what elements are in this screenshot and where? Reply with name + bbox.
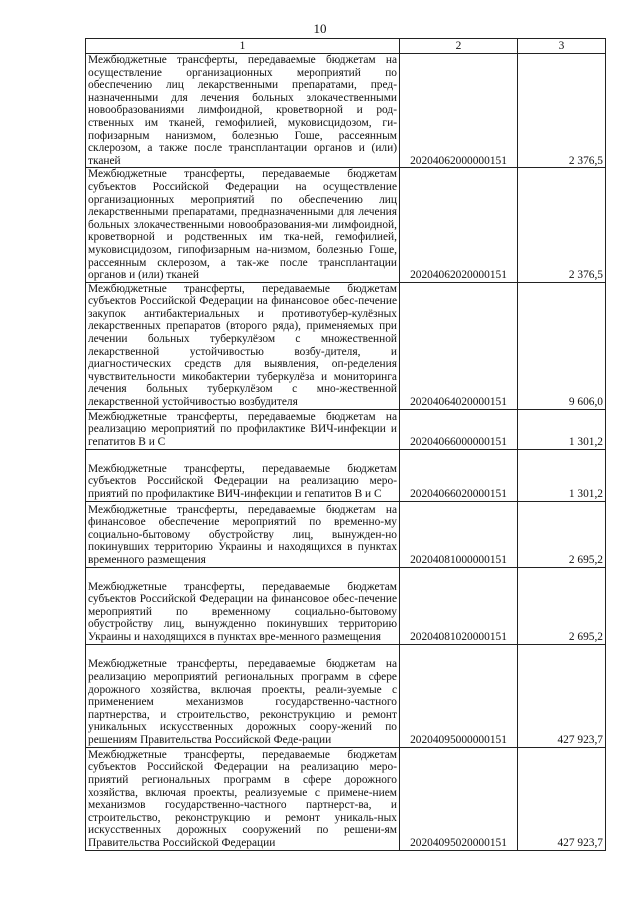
row-amount: 2 376,5 (518, 168, 606, 282)
row-code: 20204062000000151 (400, 54, 518, 168)
row-amount: 2 376,5 (518, 54, 606, 168)
row-description: Межбюджетные трансферты, передаваемые бюджетам субъектов Российской Федерации на реализацию меро-приятий по профилактике ВИЧ-инфекции и гепатитов В и С (86, 449, 400, 501)
row-code: 20204081020000151 (400, 567, 518, 644)
column-header-description: 1 (86, 39, 400, 54)
row-amount: 427 923,7 (518, 644, 606, 747)
row-code: 20204066020000151 (400, 449, 518, 501)
table-row (86, 282, 606, 409)
row-amount: 2 695,2 (518, 501, 606, 567)
row-description: Межбюджетные трансферты, передаваемые бюджетам на реализацию мероприятий по профилактике ВИЧ-инфекции и гепатитов В и С (86, 409, 400, 449)
table-header-row (86, 39, 606, 54)
row-description: Межбюджетные трансферты, передаваемые бюджетам субъектов Российской Федерации на осуществление организационных мероприятий по обеспечению лиц лекарственными препаратами, предназначенными для лечения больных злокачественными новообразования-ми лимфоидной, кроветворной и родственных им тка-ней, гемофилией, муковисцидозом, гипофизарным на-низмом, болезнью Гоше, рассеянным склерозом, а так-же после трансплантации органов и (или) тканей (86, 168, 400, 282)
table-row (86, 168, 606, 282)
row-description: Межбюджетные трансферты, передаваемые бюджетам субъектов Российской Федерации на финансовое обес-печение закупок антибактериальных и противотубер-кулёзных лекарственных препаратов (второго ряда), применяемых при лечении больных туберкулёзом с множественной лекарственной устойчивостью возбу-дителя, и диагностических средств для выявления, оп-ределения чувствительности микобактерии туберкулёза и мониторинга лечения больных туберкулёзом с мно-жественной лекарственной устойчивостью возбудителя (86, 282, 400, 409)
table-row (86, 409, 606, 449)
table-row (86, 449, 606, 501)
row-description: Межбюджетные трансферты, передаваемые бюджетам на осуществление организационных мероприятий по обеспечению лиц лекарственными препаратами, пред-назначенными для лечения больных злокачественными новообразованиями лимфоидной, кроветворной и род-ственных им тканей, гемофилией, муковисцидозом, ги-пофизарным нанизмом, болезнью Гоше, рассеянным склерозом, а также после трансплантации органов и (или) тканей (86, 54, 400, 168)
row-code: 20204081000000151 (400, 501, 518, 567)
table-row (86, 501, 606, 567)
row-amount: 2 695,2 (518, 567, 606, 644)
row-description: Межбюджетные трансферты, передаваемые бюджетам субъектов Российской Федерации на финансовое обес-печение мероприятий по временному социально-бытовому обустройству лиц, вынужденно покинувших территорию Украины и находящихся в пунктах вре-менного размещения (86, 567, 400, 644)
row-description: Межбюджетные трансферты, передаваемые бюджетам на реализацию мероприятий региональных программ в сфере дорожного хозяйства, включая проекты, реали-зуемые с применением механизмов государственно-частного партнерства, и строительство, реконструкцию и ремонт уникальных искусственных дорожных соору-жений по решениям Правительства Российской Феде-рации (86, 644, 400, 747)
row-code: 20204095020000151 (400, 747, 518, 850)
budget-transfers-table (85, 38, 606, 851)
table-row (86, 747, 606, 850)
row-amount: 1 301,2 (518, 409, 606, 449)
row-amount: 9 606,0 (518, 282, 606, 409)
row-code: 20204062020000151 (400, 168, 518, 282)
row-code: 20204064020000151 (400, 282, 518, 409)
row-amount: 1 301,2 (518, 449, 606, 501)
row-amount: 427 923,7 (518, 747, 606, 850)
row-code: 20204095000000151 (400, 644, 518, 747)
page-number: 10 (313, 21, 327, 36)
row-code: 20204066000000151 (400, 409, 518, 449)
row-description: Межбюджетные трансферты, передаваемые бюджетам субъектов Российской Федерации на реализацию меро-приятий региональных программ в сфере дорожного хозяйства, включая проекты, реализуемые с примене-нием механизмов государственно-частного партнерст-ва, и строительство, реконструкцию и ремонт уникаль-ных искусственных дорожных сооружений по решени-ям Правительства Российской Федерации (86, 747, 400, 850)
column-header-amount: 3 (518, 39, 606, 54)
table-row (86, 644, 606, 747)
table-row (86, 567, 606, 644)
column-header-code: 2 (400, 39, 518, 54)
row-description: Межбюджетные трансферты, передаваемые бюджетам на финансовое обеспечение мероприятий по временно-му социально-бытовому обустройству лиц, вынужден-но покинувших территорию Украины и находящихся в пунктах временного размещения (86, 501, 400, 567)
table-row (86, 54, 606, 168)
